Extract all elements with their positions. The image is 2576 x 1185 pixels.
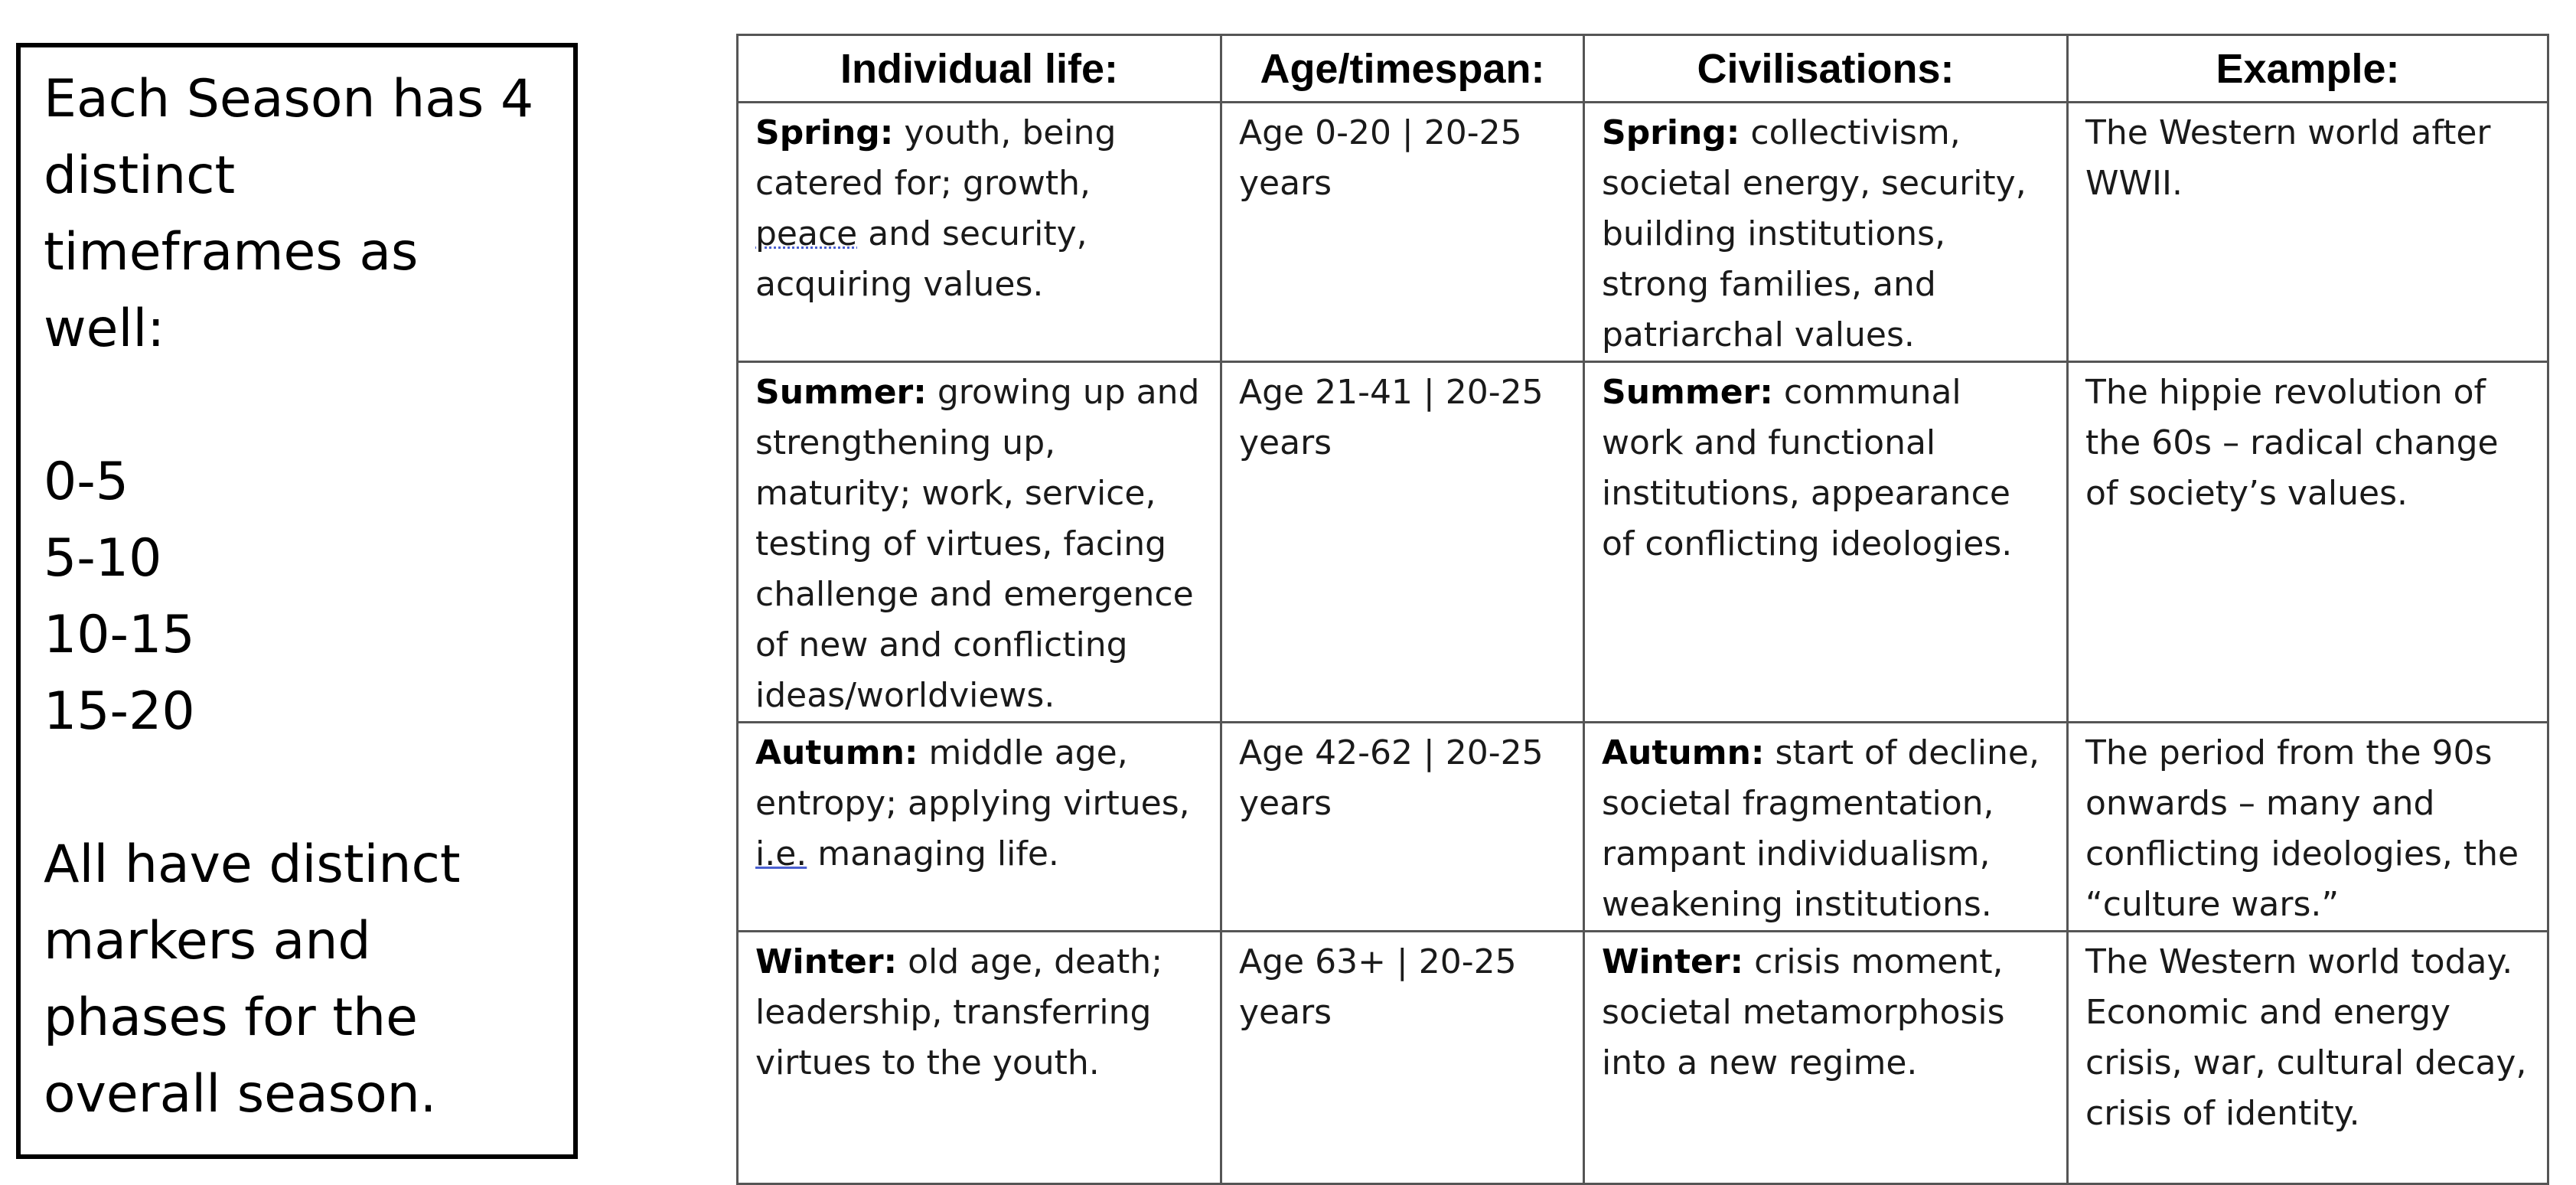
table-row-winter [738, 932, 2548, 1184]
age-timespan-cell: Age 63+ | 20-25 years [1221, 932, 1584, 1184]
civilisations-cell [1584, 723, 2068, 932]
cell-text: old age, death; leadership, transferring virtues to the youth. [755, 942, 1163, 1082]
season-label: Summer: [755, 373, 927, 412]
cell-text: collectivism, societal energy, security, building institutions, strong families, and patriarchal values. [1602, 113, 2027, 354]
note-intro: Each Season has 4 distinct timeframes as well: [44, 69, 534, 359]
cell-text: managing life. [807, 834, 1059, 873]
individual-life-cell [738, 723, 1221, 932]
individual-life-cell [738, 932, 1221, 1184]
cell-text: crisis moment, societal metamorphosis into a new regime. [1602, 942, 2005, 1082]
example-cell: The hippie revolution of the 60s – radical change of society’s values. [2068, 362, 2548, 723]
example-cell: The Western world after WWII. [2068, 103, 2548, 362]
cell-text: youth, being catered for; growth, [755, 113, 1117, 203]
note-spacer [44, 367, 550, 444]
note-spacer [44, 750, 550, 827]
age-timespan-cell: Age 21-41 | 20-25 years [1221, 362, 1584, 723]
timeframe-range: 10-15 [44, 605, 195, 665]
proofing-marked-word: peace [755, 214, 858, 253]
season-label: Spring: [1602, 113, 1740, 152]
note-outro: All have distinct markers and phases for the overall season. [44, 834, 461, 1125]
seasons-table-container [736, 34, 2547, 1162]
individual-life-cell [738, 362, 1221, 723]
table-row-summer [738, 362, 2548, 723]
timeframe-range: 15-20 [44, 681, 195, 742]
table-header-row [738, 35, 2548, 103]
civilisations-cell [1584, 362, 2068, 723]
proofing-marked-word: i.e. [755, 834, 807, 873]
cell-text: communal work and functional institutions, appearance of conflicting ideologies. [1602, 373, 2013, 563]
season-label: Spring: [755, 113, 894, 152]
season-label: Autumn: [1602, 733, 1765, 772]
season-label: Winter: [755, 942, 898, 981]
timeframe-range: 0-5 [44, 452, 129, 512]
column-header-individual-life: Individual life: [738, 35, 1221, 103]
table-row-autumn [738, 723, 2548, 932]
cell-text: growing up and strengthening up, maturity; work, service, testing of virtues, facing challenge and emergence of new and conflicting ideas/worldviews. [755, 373, 1200, 715]
seasons-table [736, 34, 2549, 1185]
individual-life-cell [738, 103, 1221, 362]
timeframe-range: 5-10 [44, 528, 162, 589]
column-header-age-timespan: Age/timespan: [1221, 35, 1584, 103]
timeframes-note-box [16, 43, 578, 1159]
table-row-spring [738, 103, 2548, 362]
example-cell: The Western world today. Economic and energy crisis, war, cultural decay, crisis of identity. [2068, 932, 2548, 1184]
column-header-civilisations: Civilisations: [1584, 35, 2068, 103]
season-label: Winter: [1602, 942, 1744, 981]
age-timespan-cell: Age 42-62 | 20-25 years [1221, 723, 1584, 932]
cell-text: start of decline, societal fragmentation, rampant individualism, weakening institutions. [1602, 733, 2040, 924]
civilisations-cell [1584, 932, 2068, 1184]
example-cell: The period from the 90s onwards – many and conflicting ideologies, the “culture wars.” [2068, 723, 2548, 932]
season-label: Autumn: [755, 733, 918, 772]
age-timespan-cell: Age 0-20 | 20-25 years [1221, 103, 1584, 362]
cell-text: middle age, entropy; applying virtues, [755, 733, 1190, 823]
season-label: Summer: [1602, 373, 1773, 412]
cell-text: and security, acquiring values. [755, 214, 1087, 304]
civilisations-cell [1584, 103, 2068, 362]
column-header-example: Example: [2068, 35, 2548, 103]
